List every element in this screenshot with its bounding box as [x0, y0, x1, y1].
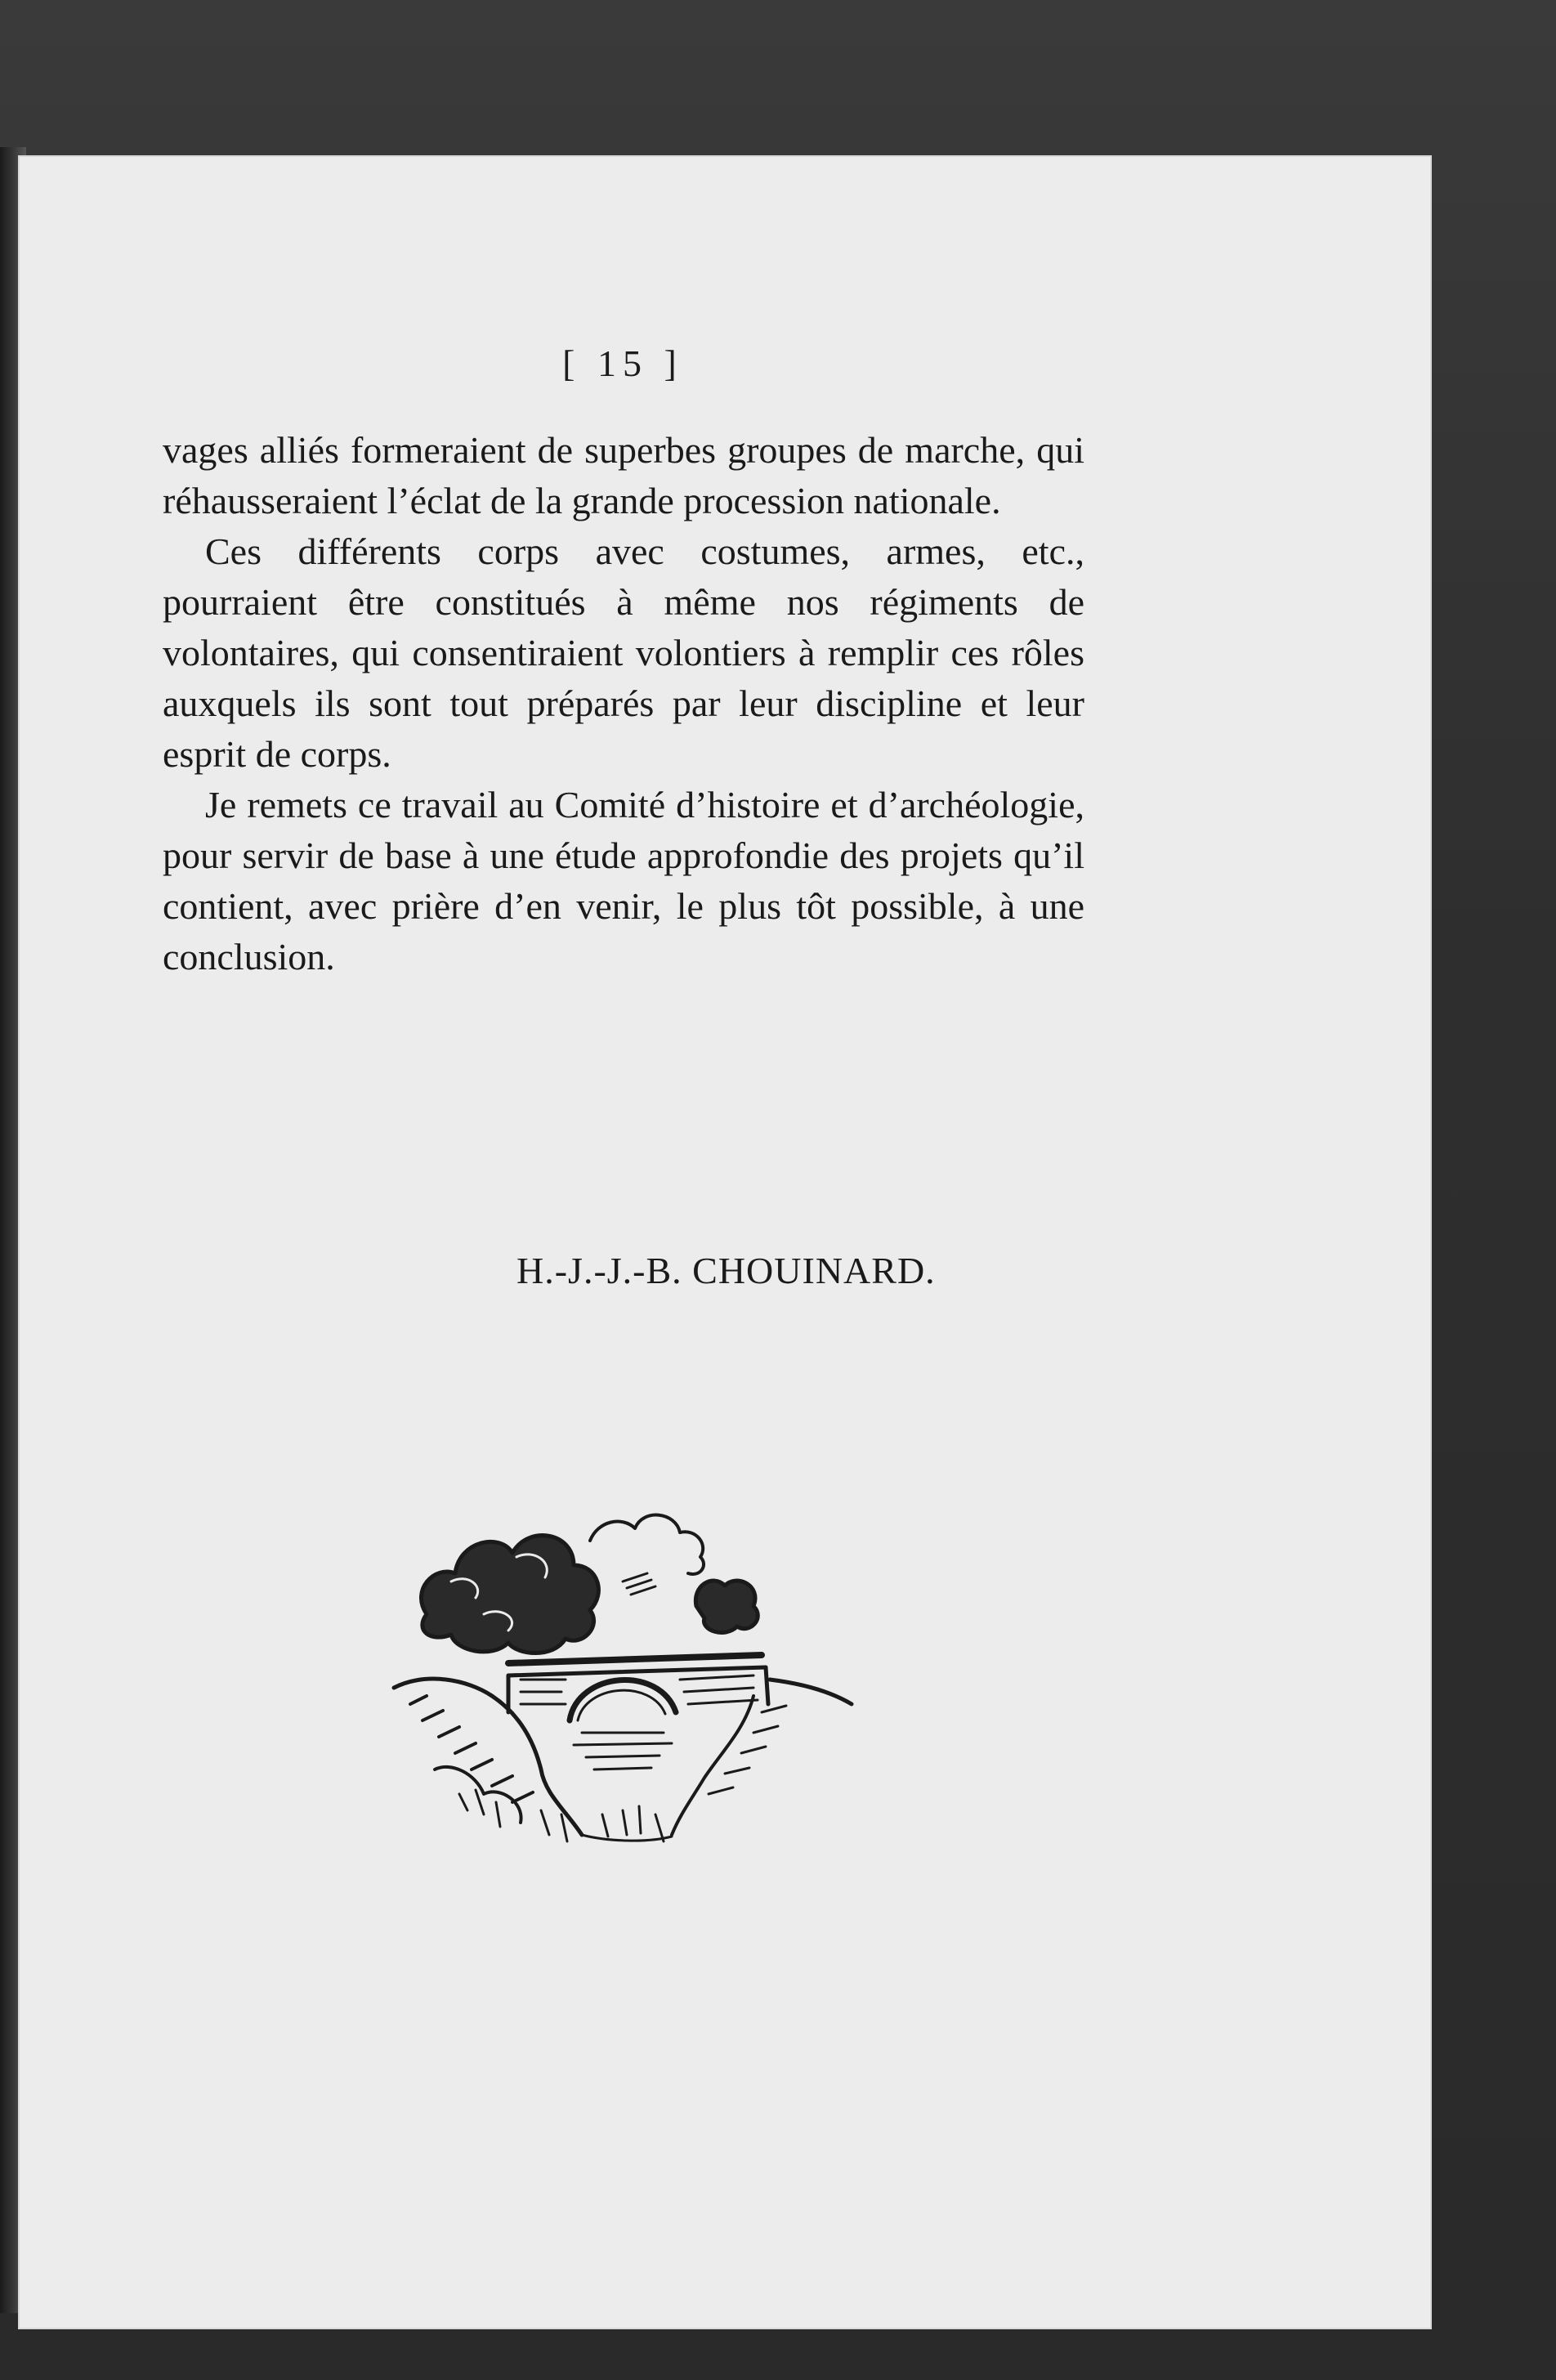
- body-text: [163, 425, 1084, 982]
- author-signature: H.-J.-J.-B. CHOUINARD.: [516, 1250, 936, 1291]
- paragraph-2: Ces différents corps avec costumes, armes, etc., pourraient être constitués à même nos régiments de volontaires, qui consentiraient volontiers à remplir ces rôles auxquels ils sont tout préparés par leur discipline et leur esprit de corps.: [163, 530, 1084, 775]
- book-page: [18, 155, 1432, 2329]
- paragraph-1: vages alliés formeraient de superbes groupes de marche, qui réhausseraient l’éclat de la grande procession nationale.: [163, 429, 1084, 521]
- page-number: [ 15 ]: [562, 342, 683, 384]
- paragraph-3: Je remets ce travail au Comité d’histoire et d’archéologie, pour servir de base à une étude approfondie des projets qu’il contient, avec prière d’en venir, le plus tôt possible, à une conclusion.: [163, 784, 1084, 978]
- bridge-landscape-engraving-icon: [378, 1451, 868, 1859]
